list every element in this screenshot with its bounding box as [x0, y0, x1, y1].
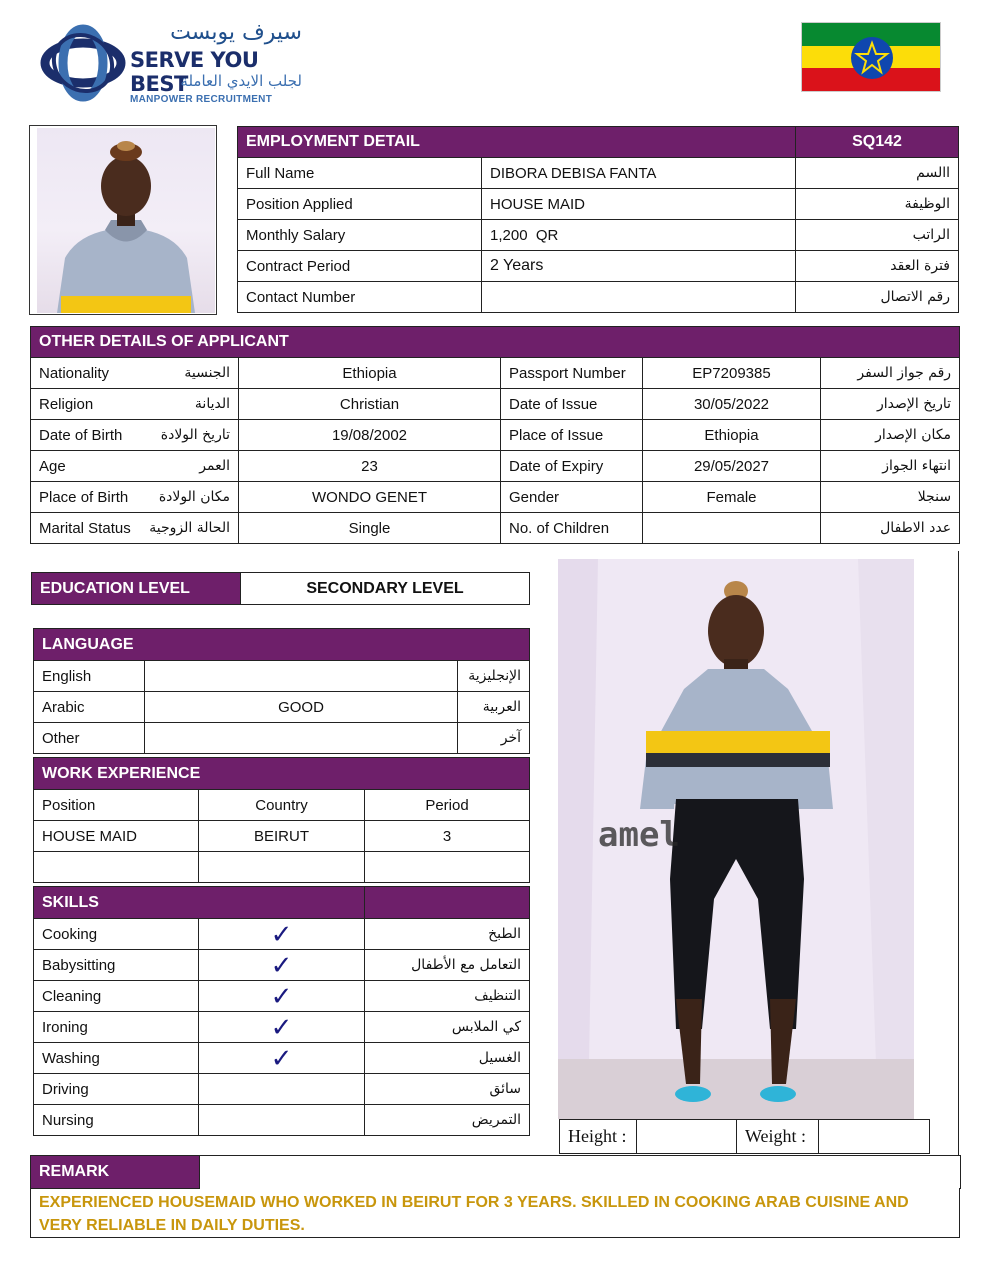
language-label-arabic: الإنجليزية — [458, 661, 530, 692]
flag-emblem-icon — [849, 35, 895, 81]
other-details-title: OTHER DETAILS OF APPLICANT — [31, 327, 960, 358]
place-of-issue-value: Ethiopia — [643, 420, 821, 451]
skill-label: Ironing — [34, 1012, 199, 1043]
english-level-value — [145, 661, 458, 692]
table-row — [34, 692, 530, 723]
table-row — [34, 661, 530, 692]
field-label-arabic: رقم جواز السفر — [821, 358, 960, 389]
field-label: Date of Birth — [31, 420, 141, 451]
skills-table — [33, 886, 530, 1136]
field-label: Full Name — [238, 158, 482, 189]
weight-value — [819, 1120, 930, 1154]
experience-position: HOUSE MAID — [34, 821, 199, 852]
experience-country: BEIRUT — [199, 821, 365, 852]
full-name-value: DIBORA DEBISA FANTA — [482, 158, 796, 189]
field-label-arabic: عدد الاطفال — [821, 513, 960, 544]
gender-value: Female — [643, 482, 821, 513]
skill-label: Babysitting — [34, 950, 199, 981]
education-value: SECONDARY LEVEL — [241, 573, 530, 605]
company-logo — [34, 20, 304, 108]
employment-detail-table — [237, 126, 959, 313]
table-header-row — [34, 790, 530, 821]
field-label: Nationality — [31, 358, 141, 389]
field-label-arabic: العمر — [141, 451, 239, 482]
table-row — [238, 220, 959, 251]
skill-check-cell — [199, 1074, 365, 1105]
field-label-arabic: االسم — [796, 158, 959, 189]
logo-english-subtitle: MANPOWER RECRUITMENT — [130, 94, 273, 105]
table-row — [34, 950, 530, 981]
field-label-arabic: انتهاء الجواز — [821, 451, 960, 482]
field-label: Passport Number — [501, 358, 643, 389]
table-row — [34, 1074, 530, 1105]
field-label-arabic: تاريخ الإصدار — [821, 389, 960, 420]
salary-value: 1,200 QR — [482, 220, 796, 251]
experience-country — [199, 852, 365, 883]
table-row — [34, 1043, 530, 1074]
ethiopia-flag — [801, 22, 941, 92]
age-value: 23 — [239, 451, 501, 482]
skill-label-arabic: الغسيل — [365, 1043, 530, 1074]
table-row — [34, 981, 530, 1012]
field-label: Date of Issue — [501, 389, 643, 420]
logo-english-name: SERVE YOU BEST — [130, 48, 259, 96]
field-label-arabic: الراتب — [796, 220, 959, 251]
language-title: LANGUAGE — [34, 629, 530, 661]
experience-period — [365, 852, 530, 883]
column-header: Country — [199, 790, 365, 821]
remark-header-spacer — [200, 1156, 961, 1189]
logo-arabic-subtitle: لجلب الايدي العاملة — [180, 72, 302, 90]
skill-label-arabic: الطبخ — [365, 919, 530, 950]
applicant-portrait-photo — [37, 128, 215, 313]
photo-watermark: amel — [598, 815, 680, 855]
table-row — [34, 723, 530, 754]
height-value — [637, 1120, 737, 1154]
skill-label: Cleaning — [34, 981, 199, 1012]
experience-period: 3 — [365, 821, 530, 852]
field-label: Age — [31, 451, 141, 482]
table-row — [31, 420, 960, 451]
date-of-issue-value: 30/05/2022 — [643, 389, 821, 420]
skill-label: Cooking — [34, 919, 199, 950]
column-header: Period — [365, 790, 530, 821]
table-row — [31, 482, 960, 513]
table-row — [34, 1105, 530, 1136]
passport-number-value: EP7209385 — [643, 358, 821, 389]
work-experience-table — [33, 757, 530, 883]
skill-label-arabic: التمريض — [365, 1105, 530, 1136]
table-row — [31, 513, 960, 544]
logo-arabic-name: سيرف يوبست — [170, 20, 302, 45]
applicant-full-body-photo — [558, 559, 914, 1119]
marital-status-value: Single — [239, 513, 501, 544]
field-label-arabic: الوظيفة — [796, 189, 959, 220]
religion-value: Christian — [239, 389, 501, 420]
education-table — [31, 572, 530, 605]
other-details-table — [30, 326, 960, 544]
field-label: Contact Number — [238, 282, 482, 313]
field-label-arabic: سنجلا — [821, 482, 960, 513]
check-icon: ✓ — [199, 1012, 365, 1043]
skill-label-arabic: سائق — [365, 1074, 530, 1105]
section-frame — [958, 551, 959, 1156]
table-row — [34, 821, 530, 852]
skill-label: Nursing — [34, 1105, 199, 1136]
portrait-figure — [37, 128, 215, 313]
column-header: Position — [34, 790, 199, 821]
table-row — [34, 919, 530, 950]
table-row — [238, 189, 959, 220]
skill-check-cell — [199, 1105, 365, 1136]
skills-title-spacer — [365, 887, 530, 919]
language-label-arabic: العربية — [458, 692, 530, 723]
arabic-level-value: GOOD — [145, 692, 458, 723]
field-label: Position Applied — [238, 189, 482, 220]
skill-label: Washing — [34, 1043, 199, 1074]
check-icon: ✓ — [199, 919, 365, 950]
skills-title: SKILLS — [34, 887, 365, 919]
weight-label: Weight : — [737, 1120, 819, 1154]
place-of-birth-value: WONDO GENET — [239, 482, 501, 513]
experience-position — [34, 852, 199, 883]
contact-number-value — [482, 282, 796, 313]
field-label: Date of Expiry — [501, 451, 643, 482]
table-row — [31, 358, 960, 389]
field-label: No. of Children — [501, 513, 643, 544]
field-label-arabic: الحالة الزوجية — [141, 513, 239, 544]
check-icon: ✓ — [199, 981, 365, 1012]
contract-period-value: 2 Years — [482, 251, 796, 282]
position-value: HOUSE MAID — [482, 189, 796, 220]
check-icon: ✓ — [199, 950, 365, 981]
date-of-expiry-value: 29/05/2027 — [643, 451, 821, 482]
table-row — [31, 451, 960, 482]
table-row — [34, 852, 530, 883]
language-table — [33, 628, 530, 754]
reference-code: SQ142 — [796, 127, 959, 158]
field-label-arabic: تاريخ الولادة — [141, 420, 239, 451]
education-label: EDUCATION LEVEL — [32, 573, 241, 605]
work-experience-title: WORK EXPERIENCE — [34, 758, 530, 790]
check-icon: ✓ — [199, 1043, 365, 1074]
remark-text: EXPERIENCED HOUSEMAID WHO WORKED IN BEIRUT FOR 3 YEARS. SKILLED IN COOKING ARAB CUISINE AND VERY RELIABLE IN DAILY DUTIES. — [30, 1188, 960, 1238]
field-label-arabic: الديانة — [141, 389, 239, 420]
field-label: Place of Issue — [501, 420, 643, 451]
table-row — [238, 158, 959, 189]
height-weight-table — [559, 1119, 930, 1154]
other-language-value — [145, 723, 458, 754]
field-label: Place of Birth — [31, 482, 141, 513]
height-label: Height : — [560, 1120, 637, 1154]
logo-knot-icon — [38, 24, 128, 102]
language-label: English — [34, 661, 145, 692]
language-label: Other — [34, 723, 145, 754]
field-label-arabic: الجنسية — [141, 358, 239, 389]
remark-title: REMARK — [31, 1156, 200, 1189]
skill-label-arabic: التعامل مع الأطفال — [365, 950, 530, 981]
nationality-value: Ethiopia — [239, 358, 501, 389]
table-row — [238, 251, 959, 282]
table-row — [34, 1012, 530, 1043]
field-label: Gender — [501, 482, 643, 513]
language-label-arabic: آخر — [458, 723, 530, 754]
field-label-arabic: مكان الإصدار — [821, 420, 960, 451]
children-count-value — [643, 513, 821, 544]
table-row — [31, 389, 960, 420]
remark-header-table — [30, 1155, 961, 1189]
language-label: Arabic — [34, 692, 145, 723]
field-label: Marital Status — [31, 513, 141, 544]
employment-detail-title: EMPLOYMENT DETAIL — [238, 127, 796, 158]
field-label-arabic: فترة العقد — [796, 251, 959, 282]
skill-label: Driving — [34, 1074, 199, 1105]
field-label: Contract Period — [238, 251, 482, 282]
field-label-arabic: رقم الاتصال — [796, 282, 959, 313]
field-label-arabic: مكان الولادة — [141, 482, 239, 513]
skill-label-arabic: كي الملابس — [365, 1012, 530, 1043]
skill-label-arabic: التنظيف — [365, 981, 530, 1012]
table-row — [238, 282, 959, 313]
field-label: Religion — [31, 389, 141, 420]
field-label: Monthly Salary — [238, 220, 482, 251]
date-of-birth-value: 19/08/2002 — [239, 420, 501, 451]
